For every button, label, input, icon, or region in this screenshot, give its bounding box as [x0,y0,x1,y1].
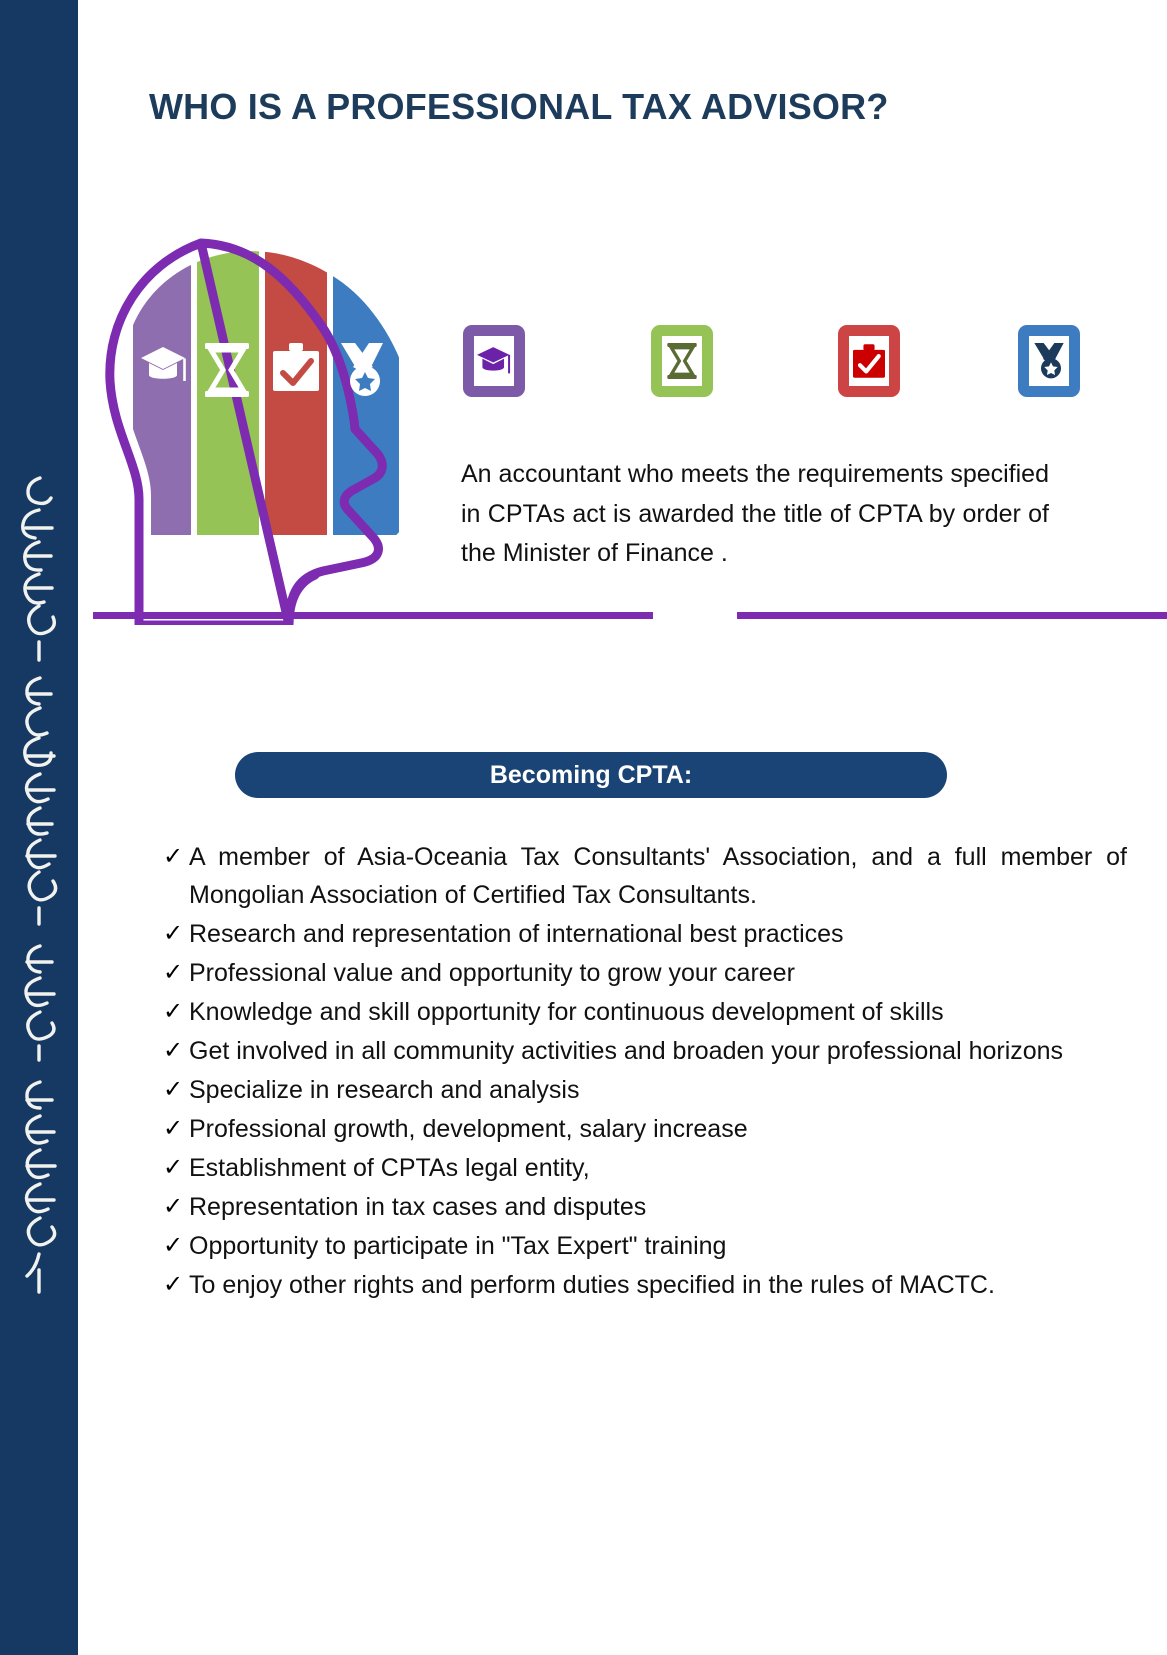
checklist-item [155,1071,1127,1109]
badge-clipboard-check [838,325,900,397]
checklist-item-label: A member of Asia-Oceania Tax Consultants' Association, and a full member of Mongolian Association of Certified Tax Consultants. [189,843,1127,909]
checklist-item [155,1266,1127,1304]
checklist-item [155,915,1127,953]
check-icon: ✓ [163,998,184,1025]
checklist-item [155,1110,1127,1148]
checklist-item-label: Specialize in research and analysis [189,1076,580,1104]
checklist-item-label: Knowledge and skill opportunity for continuous development of skills [189,998,944,1026]
checklist-item [155,993,1127,1031]
intro-paragraph: An accountant who meets the requirements specified in CPTAs act is awarded the title of CPTA by order of the Minister of Finance . [461,460,1049,567]
checklist-item-label: Opportunity to participate in "Tax Expert" training [189,1232,727,1260]
check-icon: ✓ [163,1115,184,1142]
check-icon: ✓ [163,1037,184,1064]
badge-inner-white [662,336,702,386]
check-icon: ✓ [163,843,184,870]
checklist-item-label: Get involved in all community activities and broaden your professional horizons [189,1037,1064,1065]
hourglass-icon [666,343,698,379]
mongolian-vertical-script [6,470,72,1300]
checklist-item-label: Research and representation of international best practices [189,920,844,948]
purple-divider-line [93,612,1167,619]
badge-graduation-cap [463,325,525,397]
becoming-cpta-banner [235,752,947,798]
checklist-item-label: To enjoy other rights and perform duties specified in the rules of MACTC. [189,1271,995,1299]
benefits-checklist [155,838,1127,1305]
page-title: WHO IS A PROFESSIONAL TAX ADVISOR? [149,86,889,127]
checklist-item [155,954,1127,992]
check-icon: ✓ [163,959,184,986]
check-icon: ✓ [163,1154,184,1181]
check-icon: ✓ [163,1193,184,1220]
checklist-item [155,1149,1127,1187]
checklist-item-label: Establishment of CPTAs legal entity, [189,1154,590,1182]
head-profile-brain-illustration [93,215,473,625]
checklist-item [155,1032,1127,1070]
badge-hourglass [651,325,713,397]
page-content [83,0,1167,1655]
check-icon: ✓ [163,1232,184,1259]
medal-award-icon [1032,343,1066,379]
icon-badge-row [463,325,1083,405]
badge-inner-white [1029,336,1069,386]
badge-medal-award [1018,325,1080,397]
checklist-item [155,1227,1127,1265]
banner-label: Becoming CPTA: [489,760,693,789]
badge-inner-white [474,336,514,386]
checklist-item [155,838,1127,914]
checklist-item-label: Professional growth, development, salary increase [189,1115,748,1143]
check-icon: ✓ [163,920,184,947]
check-icon: ✓ [163,1076,184,1103]
check-icon: ✓ [163,1271,184,1298]
badge-inner-white [849,336,889,386]
graduation-cap-icon [477,344,511,378]
sidebar-band [0,0,78,1655]
clipboard-check-icon [853,343,885,379]
divider-gap [653,610,737,621]
checklist-item-label: Professional value and opportunity to grow your career [189,959,795,987]
checklist-item-label: Representation in tax cases and disputes [189,1193,647,1221]
checklist-item [155,1188,1127,1226]
